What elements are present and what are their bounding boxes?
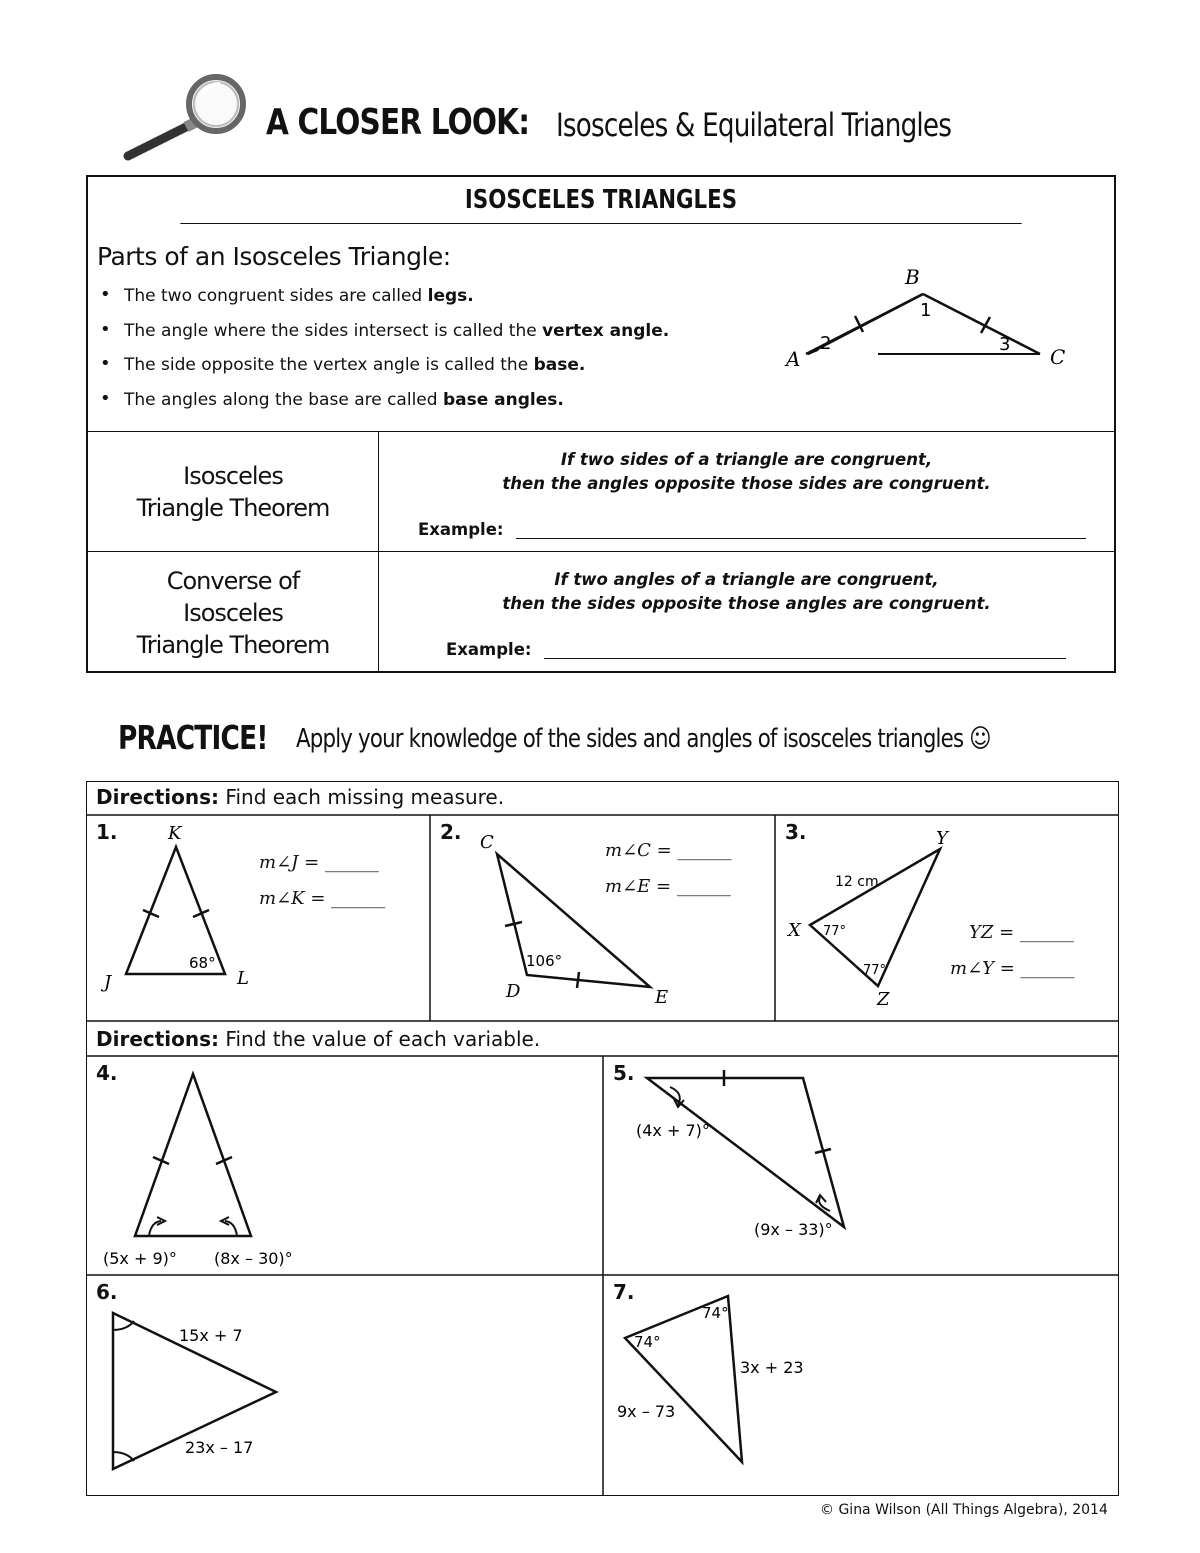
angle-expression: (8x – 30)° [214,1249,293,1268]
problem-7 [604,1276,1120,1497]
theorem-line: If two sides of a triangle are congruent, [560,450,933,469]
part-term: legs. [427,286,474,306]
list-item [100,286,669,321]
example-answer-line[interactable] [544,643,1066,659]
vertex-b-label: B [905,265,920,289]
vertex-e-label: E [655,987,669,1008]
problem-3-diagram [776,816,1120,1022]
vertex-x-label: X [788,920,801,941]
problem-number: 7. [613,1280,635,1304]
vertex-l-label: L [237,968,249,989]
theorem-name-line: Isosceles [183,461,283,490]
example-label: Example: [418,520,504,539]
theorem-name [88,432,379,551]
converse-statement [379,568,1114,616]
part-text: The angle where the sides intersect is called the [124,320,543,341]
angle-label: 77° [823,924,847,939]
problem-6 [87,1276,604,1497]
converse-row [88,552,1114,673]
problem-number: 5. [613,1061,635,1085]
vertex-k-label: K [168,823,182,844]
part-term: base. [533,355,586,375]
answer-prompt: YZ = ______ [969,922,1074,943]
problem-number: 2. [440,820,462,844]
problem-1 [87,816,431,1022]
title-subtitle: Isosceles & Equilateral Triangles [556,106,952,144]
part-text: The angles along the base are called [124,389,443,410]
angle-1-label: 1 [920,300,932,321]
problem-6-diagram [87,1276,604,1497]
leg-bc [923,294,1040,354]
vertex-c-label: C [480,832,494,853]
vertex-c-label: C [1050,345,1066,369]
list-item [100,321,669,356]
directions-label: Directions: [96,785,220,809]
part-text: The two congruent sides are called [124,286,428,306]
problem-4 [87,1057,604,1276]
theorem-name-line: Triangle Theorem [136,493,330,522]
part-text: The side opposite the vertex angle is called the [124,355,534,375]
parts-title: Parts of an Isosceles Triangle: [97,242,451,271]
problem-number: 3. [785,820,807,844]
answer-prompt: m∠C = ______ [605,840,732,861]
converse-name [88,552,379,673]
problem-5-diagram [604,1057,1120,1276]
problem-number: 1. [96,820,118,844]
problem-3 [776,816,1120,1022]
side-expression: 3x + 23 [740,1358,804,1377]
converse-line: If two angles of a triangle are congruent, [554,570,939,589]
isosceles-triangle-diagram [778,244,1098,424]
angle-label: 74° [702,1304,729,1322]
directions-text: Find the value of each variable. [225,1027,541,1051]
converse-name-line: Converse of [166,566,300,595]
answer-prompt: m∠Y = ______ [950,958,1075,979]
copyright-notice: © Gina Wilson (All Things Algebra), 2014 [820,1502,1108,1518]
converse-name-line: Isosceles [183,598,283,627]
page-header [0,60,1200,170]
example-label: Example: [446,640,532,659]
vertex-a-label: A [786,347,801,371]
side-label: 12 cm [835,874,879,890]
isosceles-info-box [86,175,1116,673]
directions-1 [96,785,504,809]
angle-3-label: 3 [999,334,1011,355]
problem-7-diagram [604,1276,1120,1497]
part-term: base angles. [442,389,564,410]
part-term: vertex angle. [542,320,670,341]
converse-line: then the sides opposite those angles are congruent. [502,594,991,613]
problem-5 [604,1057,1120,1276]
vertex-z-label: Z [877,989,890,1010]
side-expression: 9x – 73 [617,1402,676,1421]
directions-2 [96,1027,540,1051]
angle-label: 74° [634,1333,661,1351]
angle-label: 68° [189,954,216,972]
answer-prompt: m∠K = ______ [259,888,386,909]
theorem-statement [379,448,1114,496]
practice-subtitle: Apply your knowledge of the sides and angles of isosceles triangles ☺ [296,724,991,754]
list-item [100,390,669,425]
example-answer-line[interactable] [516,523,1086,539]
theorem-line: then the angles opposite those sides are congruent. [502,474,991,493]
parts-section [88,224,1114,432]
practice-grid [86,781,1119,1496]
problem-number: 4. [96,1061,118,1085]
problem-2 [431,816,776,1022]
practice-title: PRACTICE! [118,718,268,757]
angle-2-label: 2 [820,333,832,354]
converse-name-line: Triangle Theorem [136,630,330,659]
answer-prompt: m∠J = ______ [259,852,379,873]
side-expression: 23x – 17 [185,1438,254,1457]
list-item [100,355,669,390]
answer-prompt: m∠E = ______ [605,876,731,897]
problem-4-diagram [87,1057,604,1276]
vertex-d-label: D [506,981,521,1002]
angle-expression: (9x – 33)° [754,1220,833,1239]
directions-label: Directions: [96,1027,220,1051]
vertex-j-label: J [104,972,112,993]
angle-label: 106° [526,952,563,970]
angle-expression: (4x + 7)° [636,1121,710,1140]
side-expression: 15x + 7 [179,1326,243,1345]
isosceles-heading: ISOSCELES TRIANGLES [180,177,1021,224]
vertex-y-label: Y [936,828,948,849]
angle-label: 77° [863,963,887,978]
theorem-row [88,432,1114,552]
problem-1-diagram [87,816,431,1022]
problem-number: 6. [96,1280,118,1304]
directions-text: Find each missing measure. [225,785,505,809]
parts-list [100,286,669,424]
magnifying-glass-icon [118,72,248,162]
title-bold: A CLOSER LOOK: [266,102,530,143]
angle-expression: (5x + 9)° [103,1249,177,1268]
